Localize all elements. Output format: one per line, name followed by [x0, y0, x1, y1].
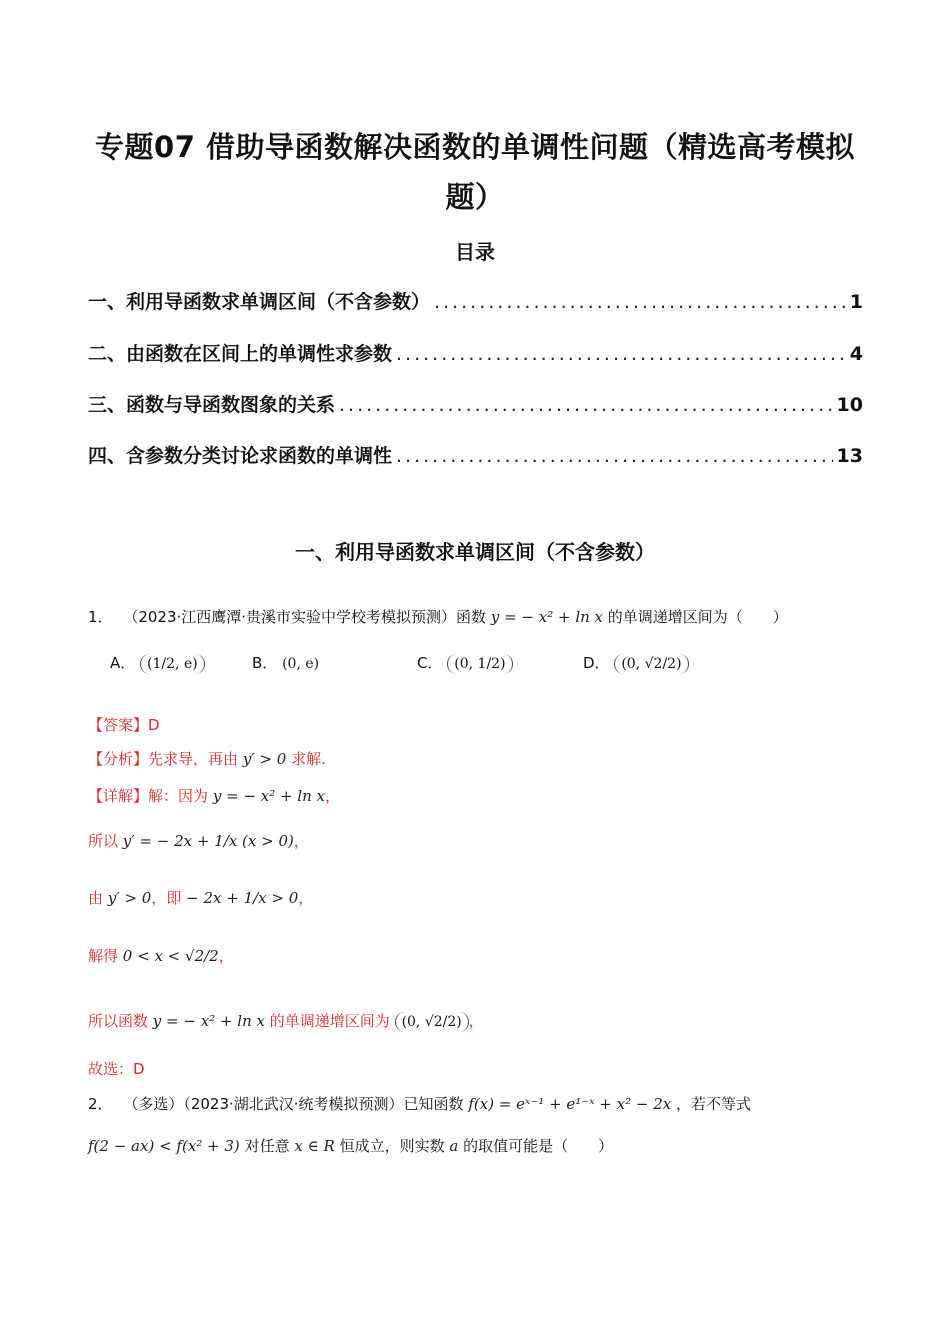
step-math: y′ > 0: [107, 889, 152, 907]
question-1-stem: [88, 606, 788, 627]
question-2-stem: [88, 1093, 751, 1114]
toc-item-label: 三、函数与导函数图象的关系: [88, 394, 336, 416]
detail-text: 解：因为: [148, 787, 209, 805]
toc-leader: [434, 291, 846, 313]
toc-item[interactable]: [88, 441, 863, 471]
toc-item-label: 二、由函数在区间上的单调性求参数: [88, 343, 393, 365]
option-value: (0, 1/2): [447, 654, 512, 674]
step-text: 由: [88, 889, 104, 907]
option-letter: D．: [583, 654, 610, 672]
question-source: （2023·江西鹰潭·贵溪市实验中学校考模拟预测）函数: [123, 608, 487, 626]
question-source: （多选）（2023·湖北武汉·统考模拟预测）已知函数: [123, 1095, 464, 1113]
toc-item-page: 10: [836, 394, 863, 416]
condition-math: x ∈ R: [294, 1137, 335, 1155]
toc-item[interactable]: [88, 390, 863, 420]
question-number: 1．: [88, 608, 113, 626]
option-letter: B．: [252, 654, 278, 672]
toc-item-page: 1: [849, 291, 863, 313]
question-tail: 的单调递增区间为（ ）: [607, 608, 788, 626]
condition-variable: a: [449, 1137, 459, 1155]
step-math: 0 < x < √2/2: [122, 947, 219, 965]
document-title: [90, 122, 860, 222]
analysis-math: y′ > 0: [242, 750, 287, 768]
choice-line: 故选：D: [88, 1060, 145, 1078]
toc-item-page: 13: [836, 445, 863, 467]
step-text-mid: ，即: [151, 889, 182, 907]
analysis-line: [88, 748, 326, 769]
step-math: y′ = − 2x + 1/x (x > 0): [122, 832, 294, 850]
option-value: (1/2, e): [140, 654, 205, 674]
condition-text-mid: 恒成立，则实数: [339, 1137, 445, 1155]
toc-item-page: 4: [849, 343, 863, 365]
toc-item-label: 四、含参数分类讨论求函数的单调性: [88, 445, 393, 467]
option-c[interactable]: [417, 652, 513, 674]
analysis-text-post: 求解.: [291, 750, 326, 768]
option-b[interactable]: [252, 652, 319, 673]
analysis-tag: 【分析】: [88, 750, 149, 768]
detail-tag: 【详解】: [88, 787, 149, 805]
option-d[interactable]: [583, 652, 689, 674]
question-2-condition: [88, 1135, 613, 1156]
step-math-2: (0, √2/2): [395, 1012, 469, 1032]
condition-text-post: 的取值可能是（ ）: [463, 1137, 614, 1155]
step-1: 所以 y′ = − 2x + 1/x (x > 0)，: [88, 832, 309, 850]
inequality-expression: f(2 − ax) < f(x² + 3): [88, 1137, 240, 1155]
step-text: 解得: [88, 947, 119, 965]
toc-leader: [396, 445, 833, 467]
option-letter: A．: [110, 654, 136, 672]
step-4: 所以函数 y = − x² + ln x 的单调递增区间为 (0, √2/2) ，: [88, 1012, 484, 1030]
step-3: 解得 0 < x < √2/2，: [88, 947, 234, 965]
answer-line: 【答案】D: [88, 716, 160, 734]
step-text: 所以: [88, 832, 119, 850]
title-line-2: 题）: [445, 180, 505, 214]
step-math-2: − 2x + 1/x > 0: [186, 889, 299, 907]
toc-item[interactable]: [88, 339, 863, 369]
section-heading: 一、利用导函数求单调区间（不含参数）: [295, 540, 655, 564]
condition-text: 对任意: [244, 1137, 290, 1155]
toc-item[interactable]: [88, 287, 863, 317]
title-line-1: 专题07 借助导函数解决函数的单调性问题（精选高考模拟: [95, 130, 855, 164]
option-a[interactable]: [110, 652, 205, 674]
step-2: 由 y′ > 0，即 − 2x + 1/x > 0，: [88, 889, 314, 907]
question-number: 2．: [88, 1095, 113, 1113]
toc-item-label: 一、利用导函数求单调区间（不含参数）: [88, 291, 431, 313]
analysis-text: 先求导，再由: [148, 750, 239, 768]
option-value: (0, √2/2): [614, 654, 688, 674]
step-math: y = − x² + ln x: [152, 1012, 265, 1030]
option-value: (0, e): [282, 656, 320, 672]
question-tail: ，若不等式: [675, 1095, 751, 1113]
detail-math: y = − x² + ln x: [212, 787, 325, 805]
detail-line: 【详解】解：因为 y = − x² + ln x，: [88, 787, 341, 805]
step-text-mid: 的单调递增区间为: [269, 1012, 390, 1030]
toc-heading: 目录: [455, 240, 495, 264]
toc-leader: [339, 394, 833, 416]
toc-leader: [396, 343, 846, 365]
function-expression: y = − x² + ln x: [490, 608, 604, 626]
step-text: 所以函数: [88, 1012, 149, 1030]
option-letter: C．: [417, 654, 443, 672]
function-expression: f(x) = eˣ⁻¹ + e¹⁻ˣ + x² − 2x: [468, 1095, 672, 1113]
